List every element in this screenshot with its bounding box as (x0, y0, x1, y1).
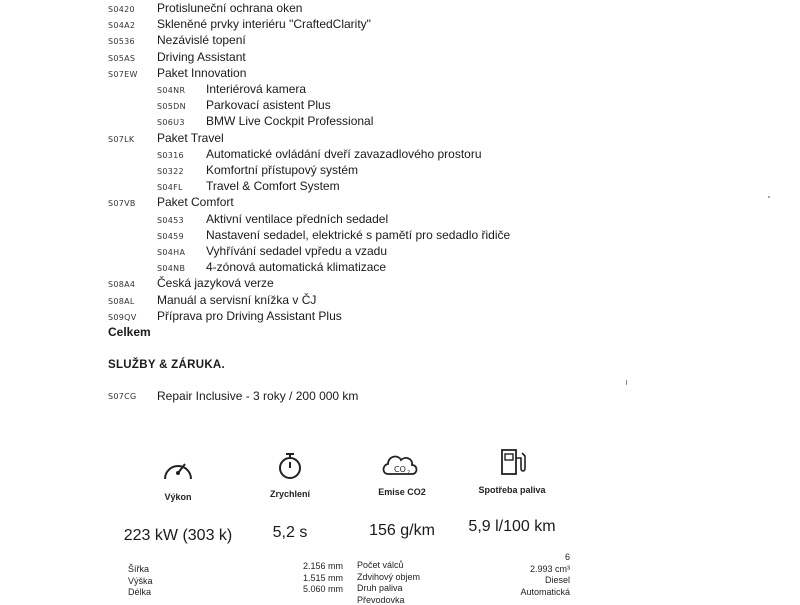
service-code: S07CG (108, 392, 137, 401)
option-code: S05DN (157, 102, 186, 112)
option-code: S07VB (108, 199, 136, 209)
spec-label: Druh paliva (357, 583, 403, 593)
metric-power (118, 492, 238, 502)
option-code: S0316 (157, 150, 184, 160)
option-label: Paket Innovation (157, 65, 247, 80)
option-label: Driving Assistant (157, 49, 246, 64)
spec-value: Diesel (544, 575, 570, 585)
services-heading: SLUŽBY & ZÁRUKA. (108, 359, 226, 371)
metric-emissions (342, 487, 462, 497)
option-label: Protisluneční ochrana oken (157, 1, 303, 15)
option-label: Paket Travel (157, 130, 224, 145)
option-code: S08A4 (108, 280, 136, 290)
spec-value: 6 (564, 552, 570, 562)
option-label: 4-zónová automatická klimatizace (206, 260, 387, 275)
service-label: Repair Inclusive - 3 roky / 200 000 km (157, 389, 359, 403)
option-label: Paket Comfort (157, 195, 234, 210)
spec-label: Výška (128, 575, 153, 586)
option-code: S05AS (108, 53, 136, 63)
spec-label: Počet válců (357, 560, 404, 570)
option-label: Aktivní ventilace předních sedadel (206, 211, 389, 226)
spec-label: Délka (128, 587, 152, 597)
option-code: S0536 (108, 37, 135, 47)
option-label: Skleněné prvky interiéru "CraftedClarity" (157, 17, 371, 32)
option-code: S07EW (108, 69, 138, 79)
option-code: S07LK (108, 134, 135, 144)
option-code: S04NB (157, 264, 186, 274)
option-code: S04NR (157, 86, 186, 95)
stopwatch-icon (276, 450, 304, 482)
option-code: S04FL (157, 183, 183, 193)
total-label: Celkem (108, 325, 151, 339)
fuel-pump-icon (498, 446, 528, 478)
svg-text:2: 2 (407, 470, 411, 476)
option-code: S0453 (157, 215, 184, 225)
option-code: S0322 (157, 167, 184, 176)
option-code: S09QV (108, 312, 137, 322)
scan-speck (626, 380, 627, 385)
metric-value: 223 kW (303 k) (123, 527, 233, 544)
spec-value: 2.993 cm³ (529, 563, 570, 574)
option-label: Česká jazyková verze (157, 276, 274, 291)
option-label: Nastavení sedadel, elektrické s pamětí pro sedadlo řidiče (206, 227, 511, 242)
spec-label: Šířka (128, 564, 150, 574)
option-label: Komfortní přístupový systém (206, 163, 359, 177)
metric-acceleration (230, 489, 350, 499)
metric-label: Zrychlení (269, 489, 310, 499)
option-code: S0459 (157, 231, 184, 241)
metric-label: Spotřeba paliva (478, 485, 546, 495)
metric-value: 5,2 s (272, 524, 308, 541)
metric-label: Emise CO2 (378, 487, 426, 497)
option-label: Travel & Comfort System (206, 179, 340, 194)
option-label: Příprava pro Driving Assistant Plus (157, 308, 342, 323)
option-label: Vyhřívání sedadel vpředu a vzadu (206, 244, 388, 258)
option-code: S08AL (108, 296, 135, 306)
option-label: Interiérová kamera (206, 82, 307, 96)
option-label: Nezávislé topení (157, 33, 246, 48)
scan-speck (768, 196, 770, 198)
option-code: S0420 (108, 5, 135, 14)
metric-value: 5,9 l/100 km (468, 518, 556, 535)
metric-value: 156 g/km (369, 522, 435, 539)
option-label: Parkovací asistent Plus (206, 98, 331, 113)
spec-label: Zdvihový objem (357, 571, 421, 582)
option-label: Automatické ovládání dveří zavazadlového prostoru (206, 146, 482, 161)
option-code: S04HA (157, 248, 186, 257)
svg-text:CO: CO (394, 465, 406, 474)
option-code: S06U3 (157, 118, 185, 128)
spec-label: Převodovka (357, 594, 405, 605)
co2-cloud-icon (380, 450, 422, 480)
metric-fuel (452, 485, 572, 495)
option-label: Manuál a servisní knížka v ČJ (157, 292, 317, 307)
spec-value: 5.060 mm (302, 584, 343, 594)
spec-value: Automatická (520, 586, 570, 597)
option-label: BMW Live Cockpit Professional (206, 114, 374, 129)
metric-label: Výkon (164, 492, 192, 502)
spec-value: 2.156 mm (302, 561, 343, 571)
option-code: S04A2 (108, 21, 136, 31)
speedometer-icon (160, 454, 196, 484)
spec-value: 1.515 mm (302, 572, 343, 583)
